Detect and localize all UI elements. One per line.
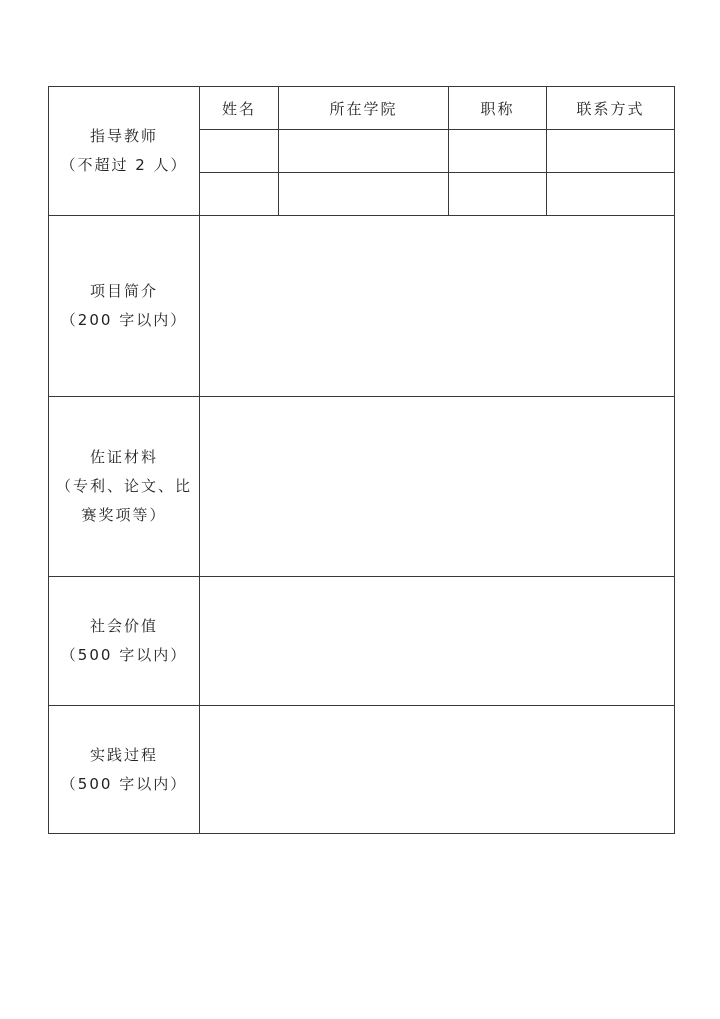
supporting-materials-note-line2: 赛奖项等） [81, 506, 167, 524]
practice-process-label: 实践过程 [89, 745, 158, 764]
advisor-note: （不超过 2 人） [60, 156, 188, 174]
advisor-contact-field[interactable] [547, 173, 675, 216]
supporting-materials-label-cell [49, 397, 200, 577]
column-header-title: 职称 [449, 87, 547, 130]
advisor-contact-field[interactable] [547, 130, 675, 173]
advisor-title-field[interactable] [449, 173, 547, 216]
project-summary-label: 项目简介 [89, 282, 158, 300]
advisor-header-row [49, 87, 675, 130]
practice-process-row [49, 706, 675, 834]
advisor-college-field[interactable] [279, 130, 449, 173]
project-summary-note: （200 字以内） [60, 311, 188, 329]
practice-process-note: （500 字以内） [60, 774, 188, 793]
social-value-label: 社会价值 [89, 617, 158, 635]
advisor-label: 指导教师 [89, 127, 158, 145]
advisor-name-field[interactable] [200, 173, 279, 216]
column-header-college: 所在学院 [279, 87, 449, 130]
supporting-materials-field[interactable] [200, 397, 675, 577]
column-header-contact: 联系方式 [547, 87, 675, 130]
social-value-label-cell [49, 577, 200, 706]
advisor-label-cell [49, 87, 200, 216]
project-summary-row [49, 216, 675, 397]
supporting-materials-row [49, 397, 675, 577]
social-value-row [49, 577, 675, 706]
advisor-title-field[interactable] [449, 130, 547, 173]
social-value-field[interactable] [200, 577, 675, 706]
supporting-materials-label: 佐证材料 [89, 448, 158, 466]
project-summary-field[interactable] [200, 216, 675, 397]
advisor-name-field[interactable] [200, 130, 279, 173]
column-header-name: 姓名 [200, 87, 279, 130]
supporting-materials-note-line1: （专利、论文、比 [55, 477, 192, 495]
social-value-note: （500 字以内） [60, 646, 188, 664]
practice-process-field[interactable] [200, 706, 675, 834]
practice-process-label-cell [49, 706, 200, 834]
project-summary-label-cell [49, 216, 200, 397]
advisor-college-field[interactable] [279, 173, 449, 216]
application-form-table [48, 86, 675, 834]
